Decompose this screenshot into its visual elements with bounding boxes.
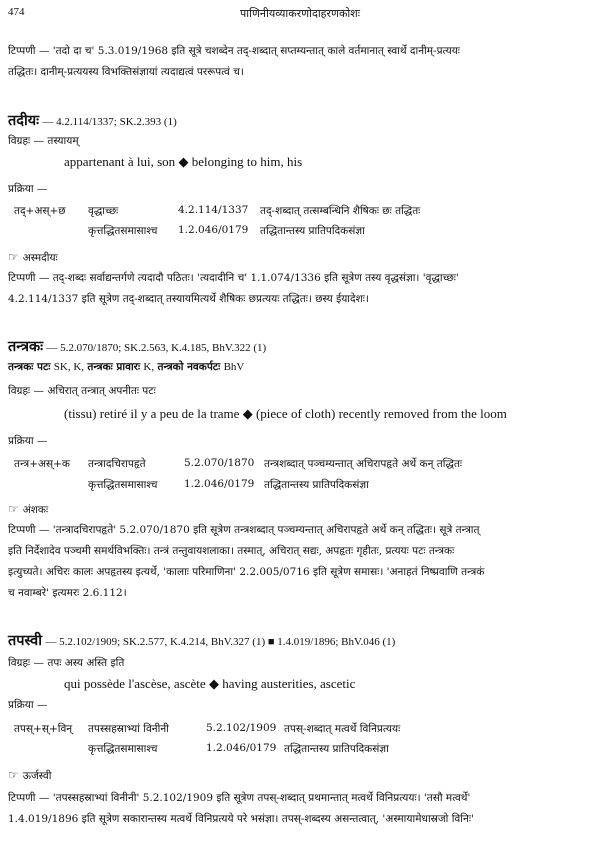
headword: तपस्वी <box>8 632 42 649</box>
pointing-hand-icon: ☞ <box>8 502 19 516</box>
cross-reference-word: अस्मदीयः <box>22 252 58 264</box>
prakriya-explanation: तन्त्रशब्दात् पञ्चम्यन्तात् अचिरापहृते अर्थे कन् तद्धितः <box>264 458 462 470</box>
intro-note <box>8 41 592 83</box>
prakriya-form: तन्त्र+अस्+क <box>14 458 70 470</box>
note-line-2: इति निर्देशादेव पञ्चमी समर्थविभक्तिः। तन्त्रं तन्तुवायशलाका। तस्मात्, अचिरात् सद्यः, अपहृतः गृहीतः, प्रत्ययः पटः तन्त्रकः <box>8 545 455 557</box>
cross-reference <box>8 502 48 517</box>
pointing-hand-icon: ☞ <box>8 250 19 264</box>
prakriya-sutra: तन्त्रादचिरापहृते <box>88 458 146 470</box>
prakriya-sutra: तपस्सहस्राभ्यां विनीनी <box>88 723 169 735</box>
entry-note <box>8 268 592 310</box>
note-line-1: टिप्पणी — 'तन्त्रादचिरापहृते' 5.2.070/1870 इति सूत्रेण तन्त्रशब्दात् पञ्चम्यन्तात् अचिरापहृते अर्थे कन् तद्धितः। सूत्रे तन्त्रात् <box>8 524 480 536</box>
entry-refs: — 4.2.114/1337; SK.2.393 (1) <box>42 116 177 128</box>
prakriya-explanation: तद्धितान्तस्य प्रातिपदिकसंज्ञा <box>284 743 389 755</box>
prakriya-number: 1.2.046/0179 <box>178 224 249 236</box>
entry-refs: — 5.2.102/1909; SK.2.577, K.4.214, BhV.327 (1) ■ 1.4.019/1896; BhV.046 (1) <box>45 636 396 648</box>
cross-reference <box>8 250 58 265</box>
cross-reference-word: ऊर्जस्वी <box>22 770 52 782</box>
headword: तन्त्रकः <box>8 338 44 355</box>
prakriya-label: प्रक्रिया — <box>8 699 48 711</box>
usage-phrase: तन्त्रकः पटः <box>8 361 51 373</box>
prakriya-number: 1.2.046/0179 <box>184 478 255 490</box>
vigraha: विग्रहः — तपः अस्य अस्ति इति <box>8 657 125 669</box>
diamond-icon: ◆ <box>242 406 253 421</box>
usage-phrase: तन्त्रको नवकर्पटः <box>157 361 221 373</box>
prakriya-number: 5.2.102/1909 <box>206 722 277 734</box>
usage-source: SK, K, <box>53 361 85 373</box>
meaning <box>64 676 355 692</box>
intro-note-line-2: तद्धितः। दानीम्-प्रत्ययस्य विभक्तिसंज्ञायां त्यदाद्यत्वं पररूपत्वं च। <box>8 66 244 78</box>
note-line-3: इत्युच्यते। अचिरः कालः अपहृतस्य इत्यर्थे, 'कालाः परिमाणिना' 2.2.005/0716 इति सूत्रेण समासः। 'अनाहतं निष्प्रवाणि तन्त्रकं <box>8 566 485 578</box>
vigraha: विग्रहः — तस्यायम् <box>8 135 79 147</box>
prakriya-explanation: तद्धितान्तस्य प्रातिपदिकसंज्ञा <box>264 479 369 491</box>
note-line-1: टिप्पणी — 'तपस्सहस्राभ्यां विनीनी' 5.2.102/1909 इति सूत्रेण तपस्-शब्दात् प्रथमान्तात् मत्वर्थे विनिप्रत्ययः। 'तसौ मत्वर्थे' <box>8 792 471 804</box>
note-line-1: टिप्पणी — तद्-शब्दः सर्वाद्यन्तर्गणे त्यदादौ पठितः। 'त्यदादीनि च' 1.1.074/1336 इति सूत्रेण तस्य वृद्धसंज्ञा। 'वृद्धाच्छः' <box>8 272 459 284</box>
prakriya-sutra: कृत्तद्धितसमासाश्च <box>88 743 158 755</box>
usage-phrase: तन्त्रकः प्रावारः <box>87 361 141 373</box>
note-line-2: 1.4.019/1896 इति सूत्रेण सकारान्तस्य मत्वर्थे विनिप्रत्यये परे भसंज्ञा। तपस्-शब्दस्य असन्तत्वात्, 'अस्मायामेधास्रजो विनिः' <box>8 813 474 825</box>
meaning-english: having austerities, ascetic <box>222 676 356 691</box>
diamond-icon: ◆ <box>178 154 189 169</box>
meaning-french: qui possède l'ascèse, ascète <box>64 676 206 691</box>
cross-reference <box>8 768 51 783</box>
prakriya-sutra: कृत्तद्धितसमासाश्च <box>88 479 158 491</box>
entry-note <box>8 520 592 604</box>
meaning <box>64 406 507 422</box>
prakriya-number: 1.2.046/0179 <box>206 742 277 754</box>
prakriya-form: तपस्+स्+विन् <box>14 723 73 735</box>
prakriya-sutra: कृत्तद्धितसमासाश्च <box>88 225 158 237</box>
lexicon-usage <box>8 360 244 374</box>
prakriya-label: प्रक्रिया — <box>8 435 48 447</box>
meaning-english: (piece of cloth) recently removed from the loom <box>255 406 507 421</box>
entry-refs: — 5.2.070/1870; SK.2.563, K.4.185, BhV.322 (1) <box>46 342 267 354</box>
page-number: 474 <box>8 6 25 18</box>
entry-heading <box>8 336 266 356</box>
prakriya-explanation: तद्धितान्तस्य प्रातिपदिकसंज्ञा <box>260 225 365 237</box>
prakriya-explanation: तपस्-शब्दात् मत्वर्थे विनिप्रत्ययः <box>284 723 401 735</box>
vigraha: विग्रहः — अचिरात् तन्त्रात् अपनीतः पटः <box>8 385 156 397</box>
prakriya-explanation: तद्-शब्दात् तत्सम्बन्धिनि शैषिकः छः तद्धितः <box>260 205 421 217</box>
diamond-icon: ◆ <box>208 676 219 691</box>
usage-source: K, <box>143 361 155 373</box>
meaning-english: belonging to him, his <box>191 154 303 169</box>
note-line-2: 4.2.114/1337 इति सूत्रेण तद्-शब्दात् तस्यायमित्यर्थे शैषिकः छप्रत्ययः तद्धितः। छस्य ईयादेशः। <box>8 293 369 305</box>
meaning <box>64 154 302 170</box>
entry-note <box>8 788 592 830</box>
prakriya-sutra: वृद्धाच्छः <box>88 205 119 217</box>
pointing-hand-icon: ☞ <box>8 768 19 782</box>
cross-reference-word: अंशकः <box>22 504 49 516</box>
usage-source: BhV <box>223 361 245 373</box>
intro-note-line-1: टिप्पणी — 'तदो दा च' 5.3.019/1968 इति सूत्रे चशब्देन तद्-शब्दात् सप्तम्यन्तात् काले वर्तमानात् स्वार्थे दानीम्-प्रत्ययः <box>8 45 460 57</box>
prakriya-label: प्रक्रिया — <box>8 183 48 195</box>
headword: तदीयः <box>8 112 40 129</box>
entry-heading <box>8 630 395 650</box>
running-title: पाणिनीयव्याकरणोदाहरणकोशः <box>240 7 360 20</box>
meaning-french: appartenant à lui, son <box>64 154 176 169</box>
entry-heading <box>8 110 177 130</box>
prakriya-number: 5.2.070/1870 <box>184 457 255 469</box>
prakriya-form: तद्+अस्+छ <box>14 205 66 217</box>
meaning-french: (tissu) retiré il y a peu de la trame <box>64 406 240 421</box>
note-line-4: च नवाम्बरे' इत्यमरः 2.6.112। <box>8 587 127 599</box>
prakriya-number: 4.2.114/1337 <box>178 204 249 216</box>
